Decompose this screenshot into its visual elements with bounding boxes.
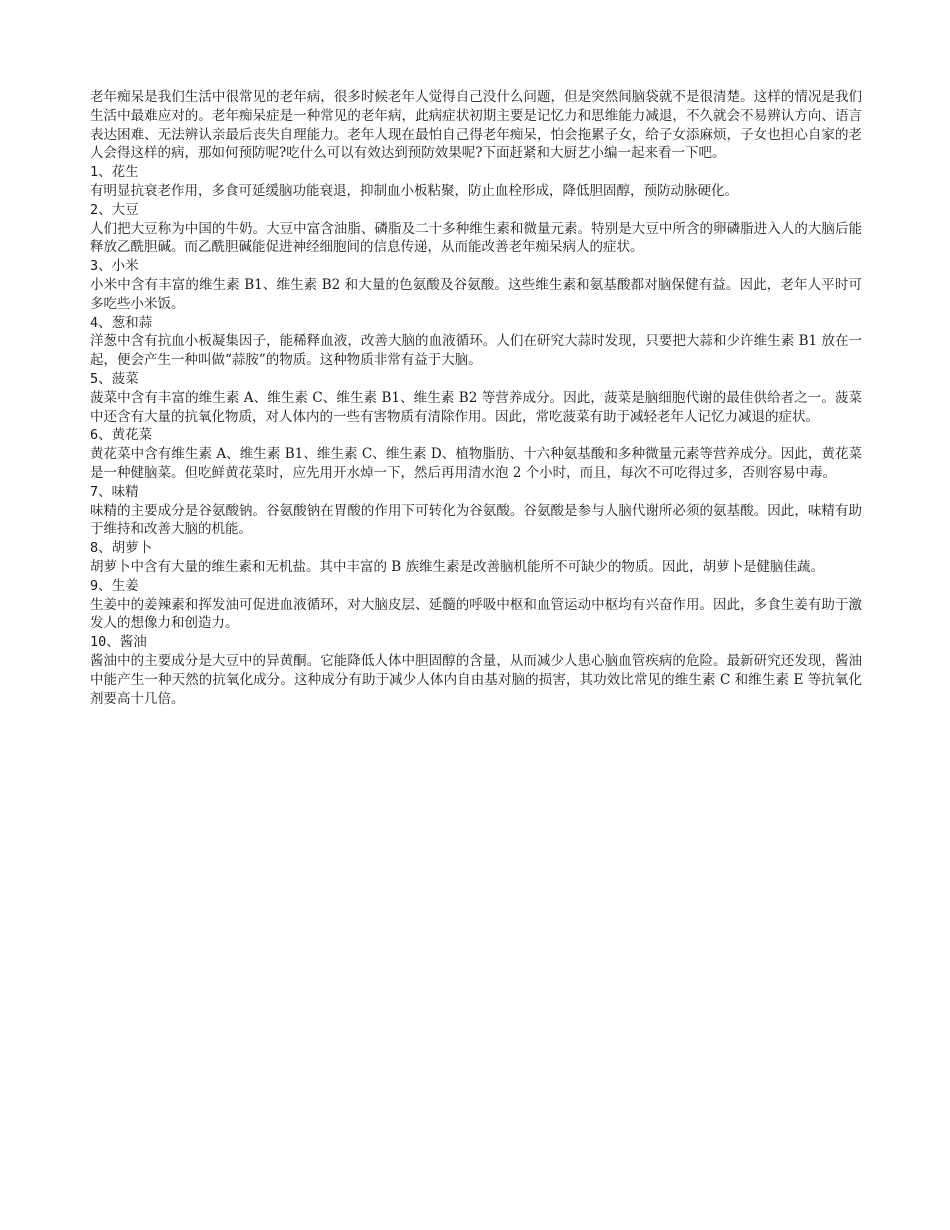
- section-9: [90, 577, 862, 633]
- section-heading: [90, 370, 862, 389]
- section-heading: [90, 201, 862, 220]
- section-number: 9: [90, 577, 99, 594]
- section-separator: 、: [98, 164, 112, 181]
- section-number: 10: [90, 634, 107, 651]
- section-6: [90, 426, 862, 482]
- intro-paragraph: 老年痴呆是我们生活中很常见的老年病，很多时候老年人觉得自己没什么问题，但是突然间脑袋就不是很清楚。这样的情况是我们生活中最难应对的。老年痴呆症是一种常见的老年病，此病症状初期主要是记忆力和思维能力减退，不久就会不易辨认方向、语言表达困难、无法辨认亲最后丧失自理能力。老年人现在最怕自己得老年痴呆，怕会拖累子女，给子女添麻烦，子女也担心自家的老人会得这样的病，那如何预防呢?吃什么可以有效达到预防效果呢?下面赶紧和大厨艺小编一起来看一下吧。: [90, 89, 862, 162]
- section-number: 7: [90, 483, 99, 500]
- section-number: 5: [90, 370, 99, 387]
- section-body: 味精的主要成分是谷氨酸钠。谷氨酸钠在胃酸的作用下可转化为谷氨酸。谷氨酸是参与人脑代谢所必须的氨基酸。因此，味精有助于维持和改善大脑的机能。: [90, 502, 862, 538]
- section-title: 黄花菜: [111, 427, 153, 444]
- section-body: 菠菜中含有丰富的维生素 A、维生素 C、维生素 B1、维生素 B2 等营养成分。因此，菠菜是脑细胞代谢的最佳供给者之一。菠菜中还含有大量的抗氧化物质，对人体内的一些有害物质有清除作用。因此，常吃菠菜有助于减轻老年人记忆力减退的症状。: [90, 389, 862, 425]
- section-4: [90, 314, 862, 370]
- section-heading: [90, 426, 862, 445]
- section-3: [90, 257, 862, 313]
- section-title: 味精: [111, 483, 139, 500]
- section-title: 小米: [111, 258, 139, 275]
- section-body: 酱油中的主要成分是大豆中的异黄酮。它能降低人体中胆固醇的含量，从而减少人患心脑血管疾病的危险。最新研究还发现，酱油中能产生一种天然的抗氧化成分。这种成分有助于减少人体内自由基对脑的损害，其功效比常见的维生素 C 和维生素 E 等抗氧化剂要高十几倍。: [90, 652, 862, 707]
- section-2: [90, 201, 862, 257]
- section-heading: [90, 577, 862, 596]
- section-body: 有明显抗衰老作用，多食可延缓脑功能衰退，抑制血小板粘聚，防止血栓形成，降低胆固醇，预防动脉硬化。: [90, 182, 738, 199]
- section-separator: 、: [98, 427, 112, 444]
- section-number: 6: [90, 427, 99, 444]
- section-body: 人们把大豆称为中国的牛奶。大豆中富含油脂、磷脂及二十多种维生素和微量元素。特别是大豆中所含的卵磷脂进入人的大脑后能释放乙酰胆碱。而乙酰胆碱能促进神经细胞间的信息传递，从而能改善老年痴呆病人的症状。: [90, 220, 862, 256]
- section-number: 1: [90, 164, 99, 181]
- section-separator: 、: [98, 483, 112, 500]
- section-body: 生姜中的姜辣素和挥发油可促进血液循环，对大脑皮层、延髓的呼吸中枢和血管运动中枢均有兴奋作用。因此，多食生姜有助于激发人的想像力和创造力。: [90, 596, 862, 632]
- section-7: [90, 483, 862, 539]
- section-title: 葱和蒜: [111, 314, 153, 331]
- section-heading: [90, 633, 862, 652]
- section-title: 大豆: [111, 201, 139, 218]
- document-page: [90, 88, 862, 708]
- section-number: 3: [90, 258, 99, 275]
- section-separator: 、: [106, 634, 120, 651]
- section-number: 8: [90, 540, 99, 557]
- section-heading: [90, 483, 862, 502]
- section-8: [90, 539, 862, 577]
- section-number: 2: [90, 201, 99, 218]
- section-1: [90, 163, 862, 201]
- section-separator: 、: [98, 370, 112, 387]
- section-separator: 、: [98, 258, 112, 275]
- section-10: [90, 633, 862, 708]
- section-heading: [90, 257, 862, 276]
- section-heading: [90, 163, 862, 182]
- section-body: 胡萝卜中含有大量的维生素和无机盐。其中丰富的 B 族维生素是改善脑机能所不可缺少的物质。因此，胡萝卜是健脑佳蔬。: [90, 558, 825, 575]
- section-number: 4: [90, 314, 99, 331]
- section-separator: 、: [98, 540, 112, 557]
- section-title: 酱油: [119, 634, 147, 651]
- section-title: 生姜: [111, 577, 139, 594]
- section-separator: 、: [98, 577, 112, 594]
- section-heading: [90, 314, 862, 333]
- section-separator: 、: [98, 314, 112, 331]
- section-body: 小米中含有丰富的维生素 B1、维生素 B2 和大量的色氨酸及谷氨酸。这些维生素和氨基酸都对脑保健有益。因此，老年人平时可多吃些小米饭。: [90, 276, 862, 312]
- section-title: 胡萝卜: [111, 540, 153, 557]
- section-title: 菠菜: [111, 370, 139, 387]
- section-body: 黄花菜中含有维生素 A、维生素 B1、维生素 C、维生素 D、植物脂肪、十六种氨基酸和多种微量元素等营养成分。因此，黄花菜是一种健脑菜。但吃鲜黄花菜时，应先用开水焯一下，然后再用清水泡 2 个小时，而且，每次不可吃得过多，否则容易中毒。: [90, 446, 862, 481]
- section-separator: 、: [98, 201, 112, 218]
- section-5: [90, 370, 862, 426]
- section-title: 花生: [111, 164, 139, 181]
- section-body: 洋葱中含有抗血小板凝集因子，能稀释血液，改善大脑的血液循环。人们在研究大蒜时发现，只要把大蒜和少许维生素 B1 放在一起，便会产生一种叫做“蒜胺”的物质。这种物质非常有益于大脑。: [90, 333, 862, 369]
- section-heading: [90, 539, 862, 558]
